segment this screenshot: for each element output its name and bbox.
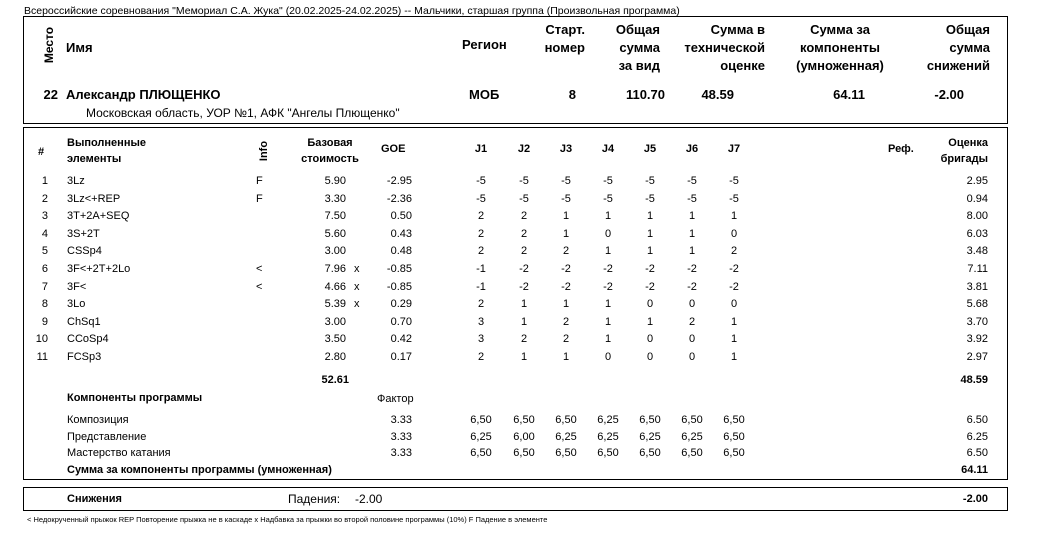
- element-base-value: 5.90: [324, 175, 346, 187]
- element-judge-score: 1: [604, 333, 612, 346]
- element-judge-score: 1: [520, 315, 528, 328]
- element-judge-score: 2: [477, 210, 485, 223]
- element-number: 1: [41, 175, 48, 187]
- element-goe: 0.70: [390, 315, 412, 328]
- info-header: Info: [258, 140, 270, 162]
- element-judge-score: 2: [477, 245, 485, 258]
- element-judge-score: -5: [603, 175, 613, 187]
- element-judge-score: -2: [519, 280, 529, 293]
- judge-header: J5: [643, 143, 657, 155]
- judge-header: J4: [601, 143, 615, 155]
- components-sum-label: Сумма за компоненты программы (умноженная): [67, 464, 332, 476]
- component-name: Представление: [67, 430, 147, 443]
- element-judge-score: 1: [604, 298, 612, 311]
- element-judge-score: 1: [730, 210, 738, 223]
- element-judge-score: -2: [729, 263, 739, 275]
- judge-header: J2: [517, 143, 531, 155]
- skater-region: МОБ: [469, 87, 500, 102]
- legend-footnote: < Недокрученный прыжок REP Повторение прыжка не в каскаде x Надбавка за прыжки во второй половине программы (10%) F Падение в элементе: [27, 515, 548, 524]
- component-judge-score: 6,50: [513, 447, 535, 459]
- element-name: ChSq1: [67, 315, 101, 328]
- referee-header: Реф.: [888, 143, 914, 155]
- element-judge-score: -5: [561, 175, 571, 187]
- element-judge-score: 0: [730, 298, 738, 311]
- components-header: Компоненты программы: [67, 392, 203, 404]
- element-number: 7: [41, 280, 48, 293]
- element-name: 3S+2T: [67, 227, 100, 240]
- component-judge-score: 6,25: [470, 430, 492, 443]
- judge-header: J3: [559, 143, 573, 155]
- element-panel-score: 3.92: [966, 333, 988, 346]
- falls-value: -2.00: [355, 492, 383, 506]
- element-goe: 0.17: [390, 351, 412, 363]
- element-goe: -0.85: [386, 263, 412, 275]
- component-judge-score: 6,50: [470, 414, 492, 426]
- component-judge-score: 6,50: [681, 447, 703, 459]
- element-judge-score: -2: [603, 280, 613, 293]
- element-judge-score: -5: [603, 192, 613, 205]
- tes-total: 48.59: [960, 374, 988, 386]
- element-judge-score: -2: [729, 280, 739, 293]
- element-judge-score: 2: [562, 333, 570, 346]
- component-panel-score: 6.50: [966, 447, 988, 459]
- element-number-header: #: [38, 146, 45, 158]
- component-judge-score: 6,50: [639, 447, 661, 459]
- element-base-value: 3.50: [324, 333, 346, 346]
- component-judge-score: 6,50: [597, 447, 619, 459]
- element-judge-score: -2: [519, 263, 529, 275]
- element-judge-score: 1: [730, 333, 738, 346]
- element-judge-score: -5: [519, 175, 529, 187]
- element-judge-score: 1: [520, 351, 528, 363]
- element-judge-score: -1: [476, 263, 486, 275]
- element-judge-score: 1: [562, 351, 570, 363]
- element-bonus-mark: x: [354, 280, 360, 293]
- element-goe: 0.29: [390, 298, 412, 311]
- skater-deductions: -2.00: [934, 87, 964, 102]
- component-factor: 3.33: [390, 430, 412, 443]
- element-panel-score: 3.70: [966, 315, 988, 328]
- element-info: F: [256, 175, 263, 187]
- element-judge-score: 1: [520, 298, 528, 311]
- element-name: 3F<+2T+2Lo: [67, 263, 131, 275]
- element-judge-score: -1: [476, 280, 486, 293]
- element-judge-score: 1: [646, 210, 654, 223]
- element-panel-score: 3.81: [966, 280, 988, 293]
- element-base-value: 7.96: [324, 263, 346, 275]
- component-judge-score: 6,50: [723, 430, 745, 443]
- deductions-box: [23, 487, 1008, 511]
- panel-score-header: Оценка бригады: [940, 137, 988, 165]
- component-judge-score: 6,50: [470, 447, 492, 459]
- component-judge-score: 6,50: [555, 414, 577, 426]
- element-judge-score: -5: [729, 192, 739, 205]
- element-judge-score: -5: [519, 192, 529, 205]
- element-goe: 0.43: [390, 227, 412, 240]
- skater-pcs: 64.11: [833, 87, 865, 102]
- element-judge-score: -5: [645, 192, 655, 205]
- name-header: Имя: [66, 40, 93, 55]
- element-base-value: 3.00: [324, 245, 346, 258]
- skater-tes: 48.59: [701, 87, 734, 102]
- element-judge-score: 2: [477, 298, 485, 311]
- element-judge-score: -2: [645, 263, 655, 275]
- deductions-header: Общая сумма снижений: [926, 22, 990, 73]
- element-judge-score: 0: [646, 333, 654, 346]
- element-judge-score: -5: [687, 192, 697, 205]
- element-judge-score: -2: [603, 263, 613, 275]
- element-judge-score: 0: [604, 351, 612, 363]
- element-goe: 0.48: [390, 245, 412, 258]
- start-number-header: Старт. номер: [544, 22, 585, 55]
- element-base-value: 3.30: [324, 192, 346, 205]
- component-judge-score: 6,25: [597, 414, 619, 426]
- element-base-value: 2.80: [324, 351, 346, 363]
- element-name: 3Lz: [67, 175, 85, 187]
- element-judge-score: 2: [520, 210, 528, 223]
- element-judge-score: 1: [730, 351, 738, 363]
- element-goe: 0.50: [390, 210, 412, 223]
- components-sum-value: 64.11: [961, 464, 988, 476]
- element-judge-score: 1: [604, 315, 612, 328]
- component-judge-score: 6,50: [723, 447, 745, 459]
- component-judge-score: 6,25: [639, 430, 661, 443]
- element-judge-score: -5: [729, 175, 739, 187]
- element-base-value: 4.66: [324, 280, 346, 293]
- element-judge-score: -5: [476, 192, 486, 205]
- component-factor: 3.33: [390, 414, 412, 426]
- element-judge-score: 2: [520, 333, 528, 346]
- element-goe: -2.95: [386, 175, 412, 187]
- element-judge-score: -2: [645, 280, 655, 293]
- component-judge-score: 6,25: [681, 430, 703, 443]
- component-judge-score: 6,50: [723, 414, 745, 426]
- component-name: Мастерство катания: [67, 447, 171, 459]
- element-judge-score: 0: [646, 298, 654, 311]
- component-judge-score: 6,50: [555, 447, 577, 459]
- element-name: 3F<: [67, 280, 87, 293]
- element-panel-score: 0.94: [966, 192, 988, 205]
- skater-name: Александр ПЛЮЩЕНКО: [66, 87, 221, 102]
- element-judge-score: 0: [604, 227, 612, 240]
- element-judge-score: -5: [645, 175, 655, 187]
- element-goe: -0.85: [386, 280, 412, 293]
- element-base-value: 3.00: [324, 315, 346, 328]
- element-panel-score: 8.00: [966, 210, 988, 223]
- component-factor: 3.33: [390, 447, 412, 459]
- element-number: 5: [41, 245, 48, 258]
- element-base-value: 7.50: [324, 210, 346, 223]
- base-value-total: 52.61: [321, 374, 349, 386]
- skater-start-number: 8: [568, 87, 576, 102]
- element-judge-score: 1: [562, 227, 570, 240]
- element-judge-score: 0: [730, 227, 738, 240]
- element-name: FCSp3: [67, 351, 102, 363]
- element-base-value: 5.39: [324, 298, 346, 311]
- element-judge-score: 3: [477, 315, 485, 328]
- element-judge-score: 0: [646, 351, 654, 363]
- element-judge-score: 1: [730, 315, 738, 328]
- element-info: <: [256, 263, 263, 275]
- component-name: Композиция: [67, 414, 129, 426]
- element-panel-score: 5.68: [966, 298, 988, 311]
- element-number: 6: [41, 263, 48, 275]
- element-number: 11: [36, 351, 48, 363]
- element-judge-score: 2: [477, 351, 485, 363]
- element-base-value: 5.60: [324, 227, 346, 240]
- factor-header: Фактор: [377, 393, 414, 405]
- region-header: Регион: [462, 37, 507, 52]
- skater-club: Московская область, УОР №1, АФК "Ангелы Плющенко": [86, 106, 400, 120]
- element-panel-score: 2.97: [966, 351, 988, 363]
- element-judge-score: -5: [476, 175, 486, 187]
- base-value-header: Базовая стоимость: [301, 137, 359, 165]
- element-bonus-mark: x: [354, 298, 360, 311]
- element-number: 8: [41, 298, 48, 311]
- element-name: 3T+2A+SEQ: [67, 210, 130, 223]
- element-judge-score: 1: [688, 227, 696, 240]
- element-bonus-mark: x: [354, 263, 360, 275]
- component-judge-score: 6,00: [513, 430, 535, 443]
- element-judge-score: 1: [604, 245, 612, 258]
- element-number: 9: [41, 315, 48, 328]
- judge-header: J1: [474, 143, 488, 155]
- element-name: CSSp4: [67, 245, 102, 258]
- deductions-label: Снижения: [67, 493, 122, 505]
- element-judge-score: -2: [561, 263, 571, 275]
- element-judge-score: -2: [687, 263, 697, 275]
- element-judge-score: 1: [604, 210, 612, 223]
- element-judge-score: 0: [688, 351, 696, 363]
- components-score-header: Сумма за компоненты (умноженная): [796, 22, 884, 73]
- element-judge-score: 2: [477, 227, 485, 240]
- element-goe: -2.36: [386, 192, 412, 205]
- element-judge-score: -2: [561, 280, 571, 293]
- element-number: 2: [41, 192, 48, 205]
- executed-elements-header: Выполненные элементы: [67, 137, 146, 165]
- judge-header: J7: [727, 143, 741, 155]
- deductions-total: -2.00: [962, 493, 988, 505]
- component-judge-score: 6,50: [513, 414, 535, 426]
- judge-header: J6: [685, 143, 699, 155]
- element-goe: 0.42: [390, 333, 412, 346]
- skater-place: 22: [43, 87, 58, 102]
- falls-label: Падения:: [288, 492, 341, 506]
- element-judge-score: 1: [562, 210, 570, 223]
- element-panel-score: 6.03: [966, 227, 988, 240]
- element-judge-score: 2: [520, 227, 528, 240]
- component-judge-score: 6,50: [639, 414, 661, 426]
- element-judge-score: 2: [520, 245, 528, 258]
- element-judge-score: -2: [687, 280, 697, 293]
- skater-total-score: 110.70: [625, 87, 665, 102]
- element-judge-score: 1: [562, 298, 570, 311]
- element-judge-score: 2: [562, 315, 570, 328]
- total-segment-score-header: Общая сумма за вид: [615, 22, 660, 73]
- element-judge-score: 0: [688, 333, 696, 346]
- component-panel-score: 6.50: [966, 414, 988, 426]
- component-judge-score: 6,25: [597, 430, 619, 443]
- place-header: Место: [42, 26, 56, 64]
- component-judge-score: 6,25: [555, 430, 577, 443]
- element-panel-score: 3.48: [966, 245, 988, 258]
- element-judge-score: 3: [477, 333, 485, 346]
- element-number: 4: [41, 227, 48, 240]
- element-judge-score: -5: [561, 192, 571, 205]
- element-name: 3Lz<+REP: [67, 192, 121, 205]
- element-judge-score: 0: [688, 298, 696, 311]
- element-judge-score: 1: [688, 210, 696, 223]
- element-name: 3Lo: [67, 298, 86, 311]
- component-panel-score: 6.25: [966, 430, 988, 443]
- element-name: CCoSp4: [67, 333, 109, 346]
- element-number: 3: [41, 210, 48, 223]
- element-panel-score: 7.11: [967, 263, 988, 275]
- element-judge-score: 2: [562, 245, 570, 258]
- element-info: F: [256, 192, 263, 205]
- component-judge-score: 6,50: [681, 414, 703, 426]
- element-panel-score: 2.95: [966, 175, 988, 187]
- event-title: Всероссийские соревнования "Мемориал С.А. Жука" (20.02.2025-24.02.2025) -- Мальчики, старшая группа (Произвольная программа): [24, 5, 680, 17]
- element-judge-score: 1: [646, 227, 654, 240]
- element-number: 10: [35, 333, 48, 346]
- tech-score-header: Сумма в технической оценке: [684, 22, 765, 73]
- goe-header: GOE: [381, 143, 406, 155]
- element-judge-score: 2: [688, 315, 696, 328]
- element-judge-score: 1: [646, 315, 654, 328]
- element-judge-score: 1: [646, 245, 654, 258]
- element-info: <: [256, 280, 263, 293]
- element-judge-score: 1: [688, 245, 696, 258]
- element-judge-score: -5: [687, 175, 697, 187]
- element-judge-score: 2: [730, 245, 738, 258]
